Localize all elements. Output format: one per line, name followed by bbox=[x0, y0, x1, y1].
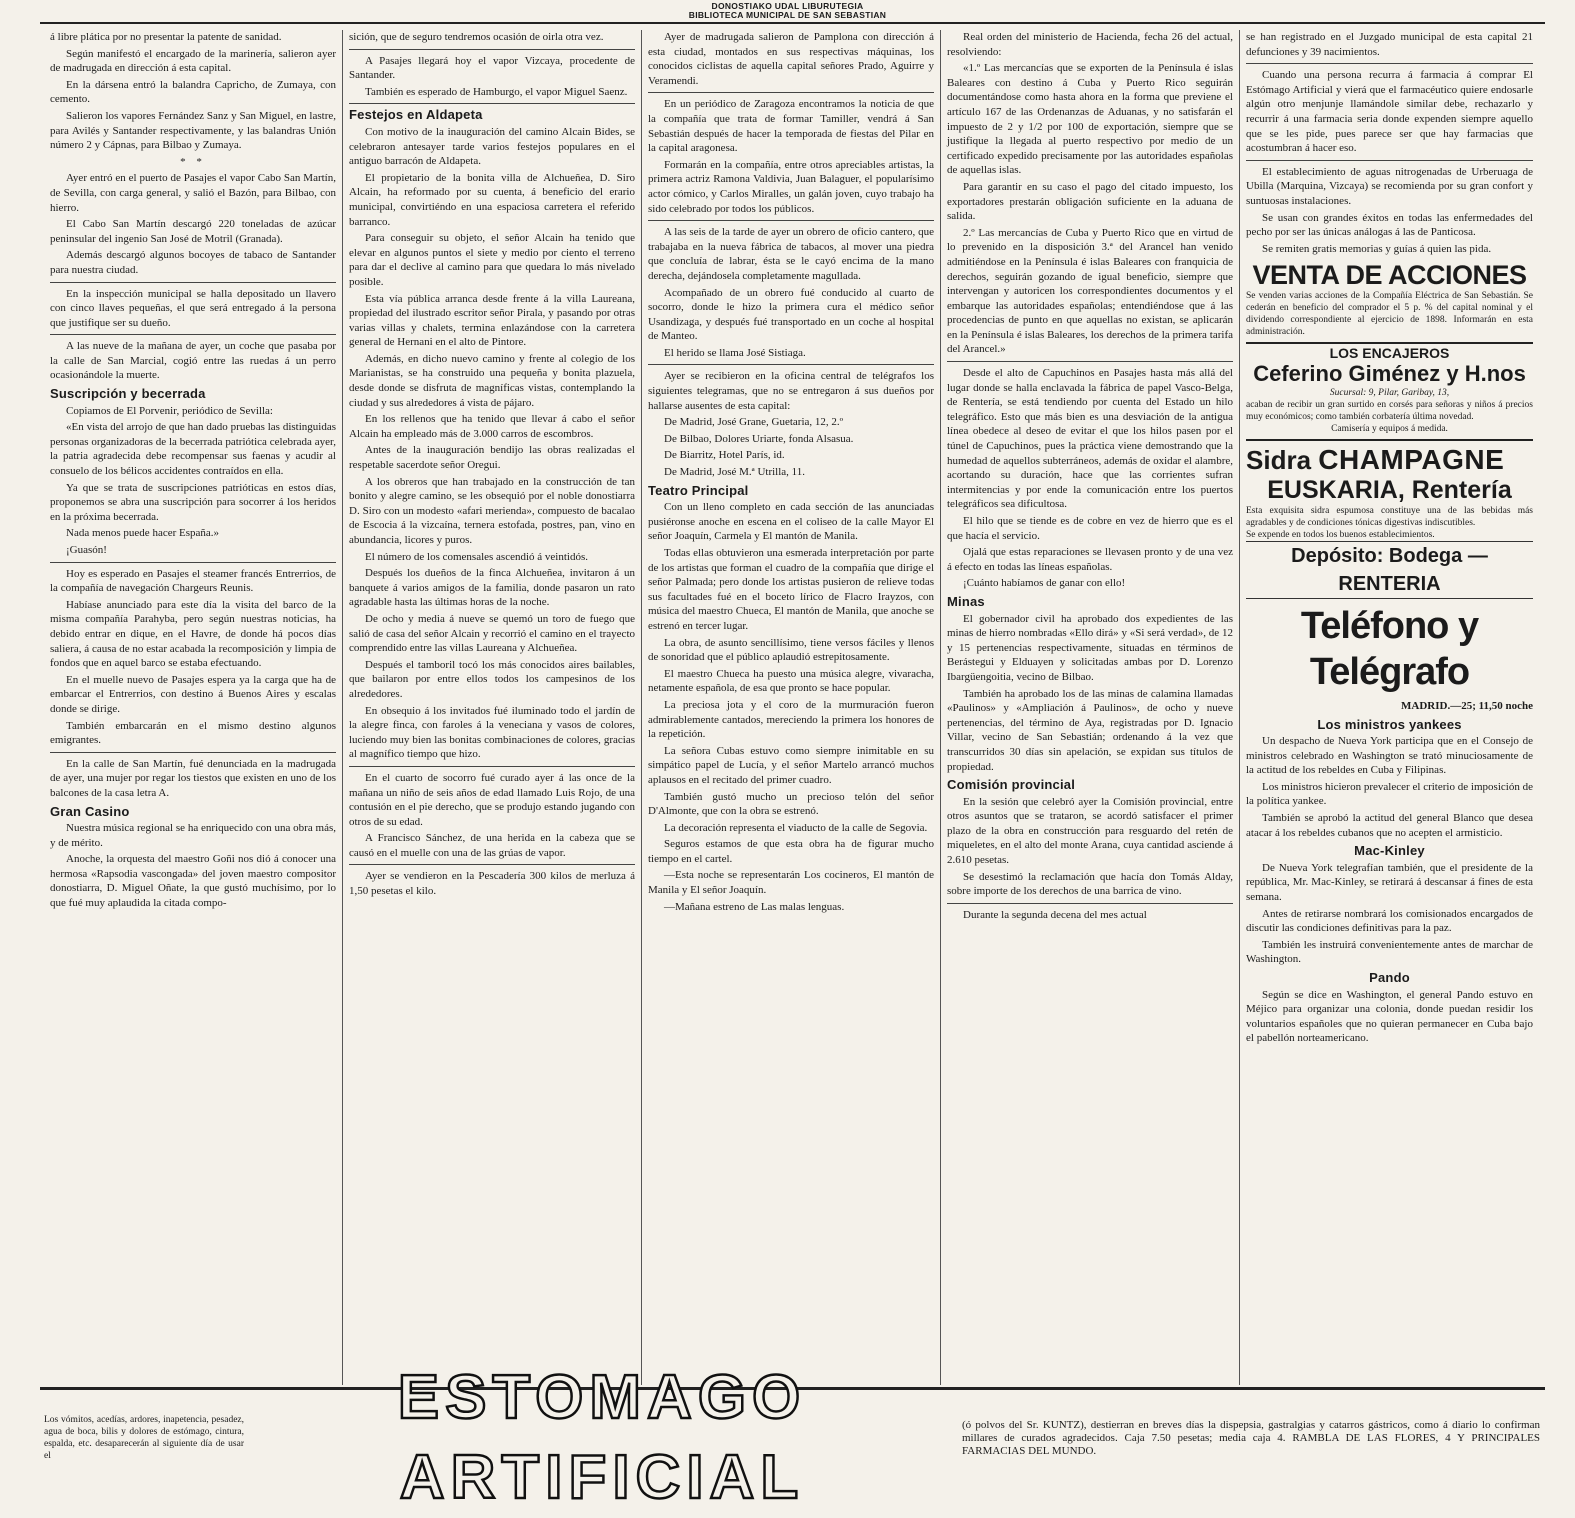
paragraph: Copiamos de El Porvenir, periódico de Sevilla: bbox=[66, 404, 273, 417]
paragraph: Salieron los vapores Fernández Sanz y San Miguel, en lastre, para Avilés y Santander respectivamente, y las balandras Unión número 2 y Cápnas, para Bilbao y Zumaya. bbox=[50, 109, 336, 152]
paragraph: Un despacho de Nueva York participa que en el Consejo de ministros celebrado en Washington se trató minuciosamente de la actitud de los rebeldes en Cuba y Filipinas. bbox=[1246, 735, 1533, 777]
ad-headline: VENTA DE ACCIONES bbox=[1252, 260, 1527, 291]
paragraph: Además descargó algunos bocoyes de tabaco de Santander para nuestra ciudad. bbox=[50, 249, 336, 276]
paragraph: Real orden del ministerio de Hacienda, fecha 26 del actual, resolviendo: bbox=[947, 31, 1233, 58]
divider bbox=[349, 864, 635, 865]
ad-title: ESTOMAGO ARTIFICIAL bbox=[397, 1363, 807, 1512]
section-heading: Pando bbox=[1369, 970, 1410, 985]
paragraph: La señora Cubas estuvo como siempre inimitable en su simpático papel de Lucía, y el señor Martelo arrancó muchos aplausos en el recitado del primer cuadro. bbox=[648, 744, 934, 786]
ad-right-text: (ó polvos del Sr. KUNTZ), destierran en breves días la dispepsia, gastralgias y catarros gástricos, como á diario lo confirman millares de curados agradecidos. Caja 7.50 pesetas; media caja 4. RAMBLA DE LAS FLORES, 4 Y PRINCIPALES FARMACIAS DEL MUNDO. bbox=[962, 1418, 1540, 1457]
divider bbox=[349, 103, 635, 104]
divider bbox=[50, 562, 336, 563]
paragraph: A Francisco Sánchez, de una herida en la cabeza que se causó en el muelle con una de las grúas de vapor. bbox=[349, 832, 635, 859]
paragraph: Ya que se trata de suscripciones patrióticas en estos días, proponemos se abra una suscripción para socorrer á los heridos en la próxima becerrada. bbox=[50, 481, 336, 523]
paragraph: La decoración representa el viaducto de la calle de Segovia. bbox=[664, 821, 928, 834]
section-heading: Minas bbox=[947, 593, 985, 609]
divider bbox=[1246, 160, 1533, 161]
paragraph: «En vista del arrojo de que han dado pruebas las distinguidas personas organizadoras de la becerrada patriótica celebrada ayer, la patria agradecida debe recompensar sus faenas y acudir al consuelo de los bélicos accidentes contraídos en ella. bbox=[50, 421, 336, 478]
column-1 bbox=[44, 30, 343, 1385]
paragraph: Seguros estamos de que esta obra ha de figurar mucho tiempo en el cartel. bbox=[648, 838, 934, 865]
paragraph: Anoche, la orquesta del maestro Goñi nos dió á conocer una hermosa «Rapsodia vascongada» del joven maestro compositor donostiarra, D. Miguel Oñate, la que gustó muchísimo, por lo que fué muy aplaudida la citada compo- bbox=[50, 853, 336, 910]
paragraph: Hoy es esperado en Pasajes el steamer francés Entrerrios, de la compañía de navegación Chargeurs Reunis. bbox=[50, 567, 336, 595]
section-heading: Teatro Principal bbox=[648, 482, 749, 498]
paragraph: La preciosa jota y el coro de la murmuración fueron admirablemente cantados, mereciendo la primera los honores de la repetición. bbox=[648, 698, 934, 741]
paragraph: También es esperado de Hamburgo, el vapor Miguel Saenz. bbox=[365, 85, 628, 98]
ad-brand: EUSKARIA, Rentería bbox=[1267, 475, 1512, 504]
telegram-item: De Madrid, José M.ª Utrilla, 11. bbox=[664, 466, 806, 479]
ad-word: Sidra bbox=[1246, 444, 1312, 475]
paragraph: El herido se llama José Sistiaga. bbox=[664, 346, 806, 359]
paragraph: Ayer se vendieron en la Pescadería 300 kilos de merluza á 1,50 pesetas el kilo. bbox=[349, 870, 635, 898]
paragraph: Se usan con grandes éxitos en todas las enfermedades del pecho por ser las únicas análogas á las de Panticosa. bbox=[1246, 211, 1533, 239]
divider bbox=[349, 766, 635, 767]
paragraph: Esta vía pública arranca desde frente á la villa Laureana, propiedad del ilustrado escritor señor Pirala, y pasando por otras varias villas y chalets, termina enlazándose con la carretera general de Hernani en el alto de Pintore. bbox=[349, 292, 635, 349]
section-banner-telefono: Teléfono y Telégrafo bbox=[1300, 604, 1479, 693]
section-heading: Festejos en Aldapeta bbox=[349, 107, 483, 123]
paragraph: Para garantir en su caso el pago del citado impuesto, los exportadores prestarán obligación suficiente en la aduana de salida. bbox=[947, 180, 1233, 223]
divider bbox=[50, 282, 336, 283]
ad-text: Camisería y equipos á medida. bbox=[1331, 423, 1448, 434]
paragraph: Ayer entró en el puerto de Pasajes el vapor Cabo San Martín, de Sevilla, con carga general, y salió el Bazón, para Bilbao, con hierro. bbox=[50, 172, 336, 214]
divider bbox=[1246, 63, 1533, 64]
ad-text: Se expende en todos los buenos establecimientos. bbox=[1246, 529, 1435, 540]
ad-encajeros bbox=[1246, 342, 1533, 435]
paragraph: Después los dueños de la finca Alchueñea, invitaron á un banquete á varios amigos de la familia, donde pasaron un rato agradable hasta las últimas horas de la noche. bbox=[349, 567, 635, 609]
paragraph: También ha aprobado los de las minas de calamina llamadas «Paulinos» y «Ampliación á Paulinos», de ocho y nueve pertenencias, del término de Aya, registradas por D. Ignacio Villar, vecino de San Sebastián; ordenando á la vez que transcurridos 30 días sin apelación, se expidan sus títulos de propiedad. bbox=[947, 687, 1233, 773]
paragraph: ¡Guasón! bbox=[66, 544, 107, 556]
paragraph: A los obreros que han trabajado en la construcción de tan bonito y alegre camino, se les obsequió por el noble donostiarra D. Siro con un modesto «afari merienda», compuesto de bacalao de Escocia á la vizcaína, ternera estofada, postres, pan, vino en abundancia, licores y puros. bbox=[349, 475, 635, 546]
paragraph: En el cuarto de socorro fué curado ayer á las once de la mañana un niño de seis años de edad llamado Luis Rojo, de una contusión en el pie derecho, que se produjo estando jugando con otros de su edad. bbox=[349, 771, 635, 828]
paragraph: Desde el alto de Capuchinos en Pasajes hasta más allá del lugar donde se halla enclavada la fábrica de papel Vasco-Belga, de Rentería, se está tendiendo por cuenta del Estado un hilo telegráfico. Esto que más bien es una desviación de la antigua línea obedece al deseo de evitar el que los hilos pasen por el túnel de Capuchinos, pues la práctica viene demostrando que la humedad de aquellos subterráneos, además de oxidar el alambre, acortando su duración, hace que las corrientes sufran intermitencias y por ende la comunicación entre los puertos telegráficos sea dificultosa. bbox=[947, 367, 1233, 511]
paragraph: También se aprobó la actitud del general Blanco que desea atacar á los rebeldes cubanos que no acepten el armisticio. bbox=[1246, 812, 1533, 839]
column-3 bbox=[642, 30, 941, 1385]
paragraph: Acompañado de un obrero fué conducido al cuarto de socorro, donde le hizo la primera cura el médico señor Usandizaga, y después fué transportado en un coche al hospital de Manteo. bbox=[648, 286, 934, 343]
paragraph: Nuestra música regional se ha enriquecido con una obra más, y de mérito. bbox=[50, 822, 336, 849]
section-heading: Los ministros yankees bbox=[1317, 716, 1462, 732]
paragraph: Cuando una persona recurra á farmacia á comprar El Estómago Artificial y vierá que el farmacéutico quiere endosarle algún otro menjunje llamándole similar debe, rechazarlo y recurrir á una farmacia seria donde expenden siempre aquello que se les pide, pues parece ser que hay farmacias que acostumbran á hacer eso. bbox=[1246, 69, 1533, 155]
paragraph: En el muelle nuevo de Pasajes espera ya la carga que ha de embarcar el Entrerrios, con destino á Buenos Aires y escalas donde se dirige. bbox=[50, 673, 336, 715]
paragraph: El establecimiento de aguas nitrogenadas de Urberuaga de Ubilla (Marquina, Vizcaya) se recomienda por su gran confort y suntuosas instalaciones. bbox=[1246, 165, 1533, 207]
paragraph: A Pasajes llegará hoy el vapor Vizcaya, procedente de Santander. bbox=[349, 54, 635, 82]
paragraph: De Nueva York telegrafían también, que el presidente de la república, Mr. Mac-Kinley, se retirará á descansar á fines de esta semana. bbox=[1246, 861, 1533, 904]
divider bbox=[50, 334, 336, 335]
paragraph: Después el tamboril tocó los más conocidos aires bailables, que bailaron por entre ellos todos los campesinos de los alrededores. bbox=[349, 658, 635, 700]
paragraph: Antes de la inauguración bendijo las obras realizadas el respetable sacerdote señor Oregui. bbox=[349, 444, 635, 472]
paragraph: El número de los comensales ascendió á veintidós. bbox=[365, 550, 588, 563]
paragraph: Según se dice en Washington, el general Pando estuvo en Méjico para organizar una colonia, donde puedan residir los voluntarios españoles que no quieran permanecer en Cuba bajo el pabellón norteamericano. bbox=[1246, 988, 1533, 1045]
paragraph: El Cabo San Martín descargó 220 toneladas de azúcar peninsular del ingenio San José de Motril (Granada). bbox=[50, 218, 336, 245]
paragraph: Antes de retirarse nombrará los comisionados encargados de discutir las condiciones definitivas para la paz. bbox=[1246, 907, 1533, 935]
paragraph: También embarcarán en el mismo destino algunos emigrantes. bbox=[50, 719, 336, 747]
paragraph: Para conseguir su objeto, el señor Alcain ha tenido que elevar en algunos puntos el siete y medio por ciento el terreno para dar el declive al camino para que quedara lo más nivelado posible. bbox=[349, 232, 635, 288]
section-heading: Comisión provincial bbox=[947, 777, 1076, 793]
separator-stars: * * bbox=[180, 155, 206, 168]
paragraph: Nada menos puede hacer España.» bbox=[66, 527, 220, 540]
divider bbox=[947, 903, 1233, 904]
paragraph: Se desestimó la reclamación que hacía don Tomás Alday, sobre importe de los derechos de una barrica de vino. bbox=[947, 870, 1233, 898]
telegram-item: De Biarritz, Hotel París, id. bbox=[664, 449, 785, 462]
paragraph: 2.º Las mercancías de Cuba y Puerto Rico que en virtud de lo prevenido en la disposición 3.ª del Arancel han venido admitiéndose en la Península é islas Baleares con franquicia de derechos, seguirán gozando de igual beneficio, siempre que intervengan y autoricen los correspondientes documentos y el embarque las autoridades españolas; entendiéndose que á las procedencias de punto en que aquellas no existan, se aplicarán en la Península é islas Baleares, los derechos de la primera tarifa del Arancel.» bbox=[947, 226, 1233, 356]
paragraph: Habíase anunciado para este día la visita del barco de la misma compañía Parahyba, pero según nuestras noticias, ha debido entrar en dique, en el Havre, de donde há pocos días saliera, á causa de no estar acabada la recomposición y limpia de fondos que en aquel barco se estaba efectuando. bbox=[50, 598, 336, 670]
paragraph: El hilo que se tiende es de cobre en vez de hierro que es el que hacía el servicio. bbox=[947, 515, 1233, 542]
divider bbox=[947, 361, 1233, 362]
masthead-line2: BIBLIOTECA MUNICIPAL DE SAN SEBASTIAN bbox=[688, 10, 887, 20]
masthead-line1: DONOSTIAKO UDAL LIBURUTEGIA bbox=[711, 1, 864, 11]
paragraph: También gustó mucho un precioso telón del señor D'Almonte, que con la obra se estrenó. bbox=[648, 790, 934, 818]
divider bbox=[50, 752, 336, 753]
paragraph: Ojalá que estas reparaciones se llevasen pronto y de una vez á efecto en todas las líneas españolas. bbox=[947, 546, 1233, 573]
paragraph: En obsequio á los invitados fué iluminado todo el jardín de la alegre finca, con faroles á la veneciana y vasos de colores, luciendo muy bien las bonitas combinaciones de colores, gracias al magnífico tiempo que hizo. bbox=[349, 704, 635, 761]
paragraph: Ayer se recibieron en la oficina central de telégrafos los siguientes telegramas, que no se entregaron á sus dueños por hallarse ausentes de esta capital: bbox=[648, 370, 934, 412]
dateline: MADRID.—25; 11,50 noche bbox=[1401, 699, 1533, 712]
ad-brand: Ceferino Giménez y H.nos bbox=[1253, 360, 1526, 386]
ad-text: Se venden varias acciones de la Compañía Eléctrica de San Sebastián. Se cederán en beneficio del comprador el 5 p. % del capital nominal y el dividendo correspondiente al ejercicio de 1898. Informarán en esta administración. bbox=[1246, 291, 1533, 338]
paragraph: Todas ellas obtuvieron una esmerada interpretación por parte de los artistas que forman el cuadro de la compañía que dirige el señor Palmada; pero donde los artistas pusieron de relieve todas sus facultades fué en el boceto lírico de Flacro Irayzos, con música del maestro Chueca, El mantón de Manila, que anoche se estrenó en tercer lugar. bbox=[648, 547, 934, 632]
masthead bbox=[0, 2, 1575, 20]
ad-text: acaban de recibir un gran surtido en corsés para señoras y niños á precios muy económicos; como también corbatería última novedad. bbox=[1246, 399, 1533, 422]
telegram-item: De Madrid, José Grane, Guetaria, 12, 2.º bbox=[664, 416, 844, 429]
section-heading: Mac-Kinley bbox=[1354, 843, 1425, 859]
telegram-item: De Bilbao, Dolores Uriarte, fonda Alsasua. bbox=[664, 432, 854, 445]
newspaper-columns bbox=[44, 30, 1540, 1385]
paragraph: El maestro Chueca ha puesto una música alegre, vivaracha, netamente española, de esa que pronto se hace popular. bbox=[648, 667, 934, 695]
divider bbox=[349, 49, 635, 50]
paragraph: Según manifestó el encargado de la marinería, salieron ayer de madrugada en dirección á esta capital. bbox=[50, 47, 336, 75]
paragraph: La obra, de asunto sencillísimo, tiene versos fáciles y llenos de sonoridad que el público aplaudió estrepitosamente. bbox=[648, 636, 934, 664]
paragraph: Además, en dicho nuevo camino y frente al colegio de los Marianistas, se ha construido una pequeña y bonita plazuela, desde donde se disfruta de magníficas vistas, contemplando la ciudad y sus alrededores á vista de pájaro. bbox=[349, 352, 635, 409]
section-heading: Gran Casino bbox=[50, 803, 130, 819]
ad-headline bbox=[1246, 439, 1533, 475]
ad-venta-acciones bbox=[1246, 260, 1533, 338]
paragraph: En la sesión que celebró ayer la Comisión provincial, entre otros asuntos que se trataron, se acordó satisfacer el primer plazo de la obra en construcción para resguardo del retén de miqueletes, en el alto del monte Arana, cuya cantidad asciende á 2.610 pesetas. bbox=[947, 795, 1233, 867]
paragraph: Ayer de madrugada salieron de Pamplona con dirección á esta ciudad, montados en sus respectivas máquinas, los conocidos ciclistas de aquella capital señores Prado, Aguirre y Veramendi. bbox=[648, 31, 934, 87]
ad-estomago-artificial bbox=[44, 1363, 1540, 1512]
paragraph: En la inspección municipal se halla depositado un llavero con cinco llaves pequeñas, el que será entregado á la persona que justifique ser su dueño. bbox=[50, 287, 336, 329]
column-5 bbox=[1240, 30, 1539, 1385]
ad-word: CHAMPAGNE bbox=[1318, 443, 1505, 475]
section-heading: Suscripción y becerrada bbox=[50, 386, 206, 402]
paragraph: De ocho y media á nueve se quemó un toro de fuego que salió de casa del señor Alcain y recorrió el camino en el trayecto comprendido entre las villas Laureana y Alchueñea. bbox=[349, 612, 635, 655]
paragraph: A las nueve de la mañana de ayer, un coche que pasaba por la calle de San Marcial, cogió entre las ruedas á un perro ocasionándole la muerte. bbox=[50, 340, 336, 382]
paragraph: En la calle de San Martín, fué denunciada en la madrugada de ayer, una mujer por regar los tiestos que existen en uno de los balcones de la casa letra A. bbox=[50, 757, 336, 799]
divider bbox=[648, 364, 934, 365]
ad-sidra bbox=[1246, 439, 1533, 599]
paragraph: ¡Cuánto habíamos de ganar con ello! bbox=[963, 577, 1126, 590]
ad-headline: LOS ENCAJEROS bbox=[1246, 342, 1533, 361]
ad-depot: Depósito: Bodega — RENTERIA bbox=[1246, 541, 1533, 599]
paragraph: En un periódico de Zaragoza encontramos la noticia de que la compañía que trata de formar Tamiller, vendrá á San Sebastián después de hacer la temporada de fiestas del Pilar en la capital aragonesa. bbox=[648, 98, 934, 155]
ad-text: Esta exquisita sidra espumosa constituye una de las bebidas más agradables y de condiciones tónicas digestivas indiscutibles. bbox=[1246, 505, 1533, 528]
paragraph: se han registrado en el Juzgado municipal de esta capital 21 defunciones y 39 nacimientos. bbox=[1246, 31, 1533, 58]
paragraph: Los ministros hicieron prevalecer el criterio de imposición de la política yankee. bbox=[1246, 780, 1533, 808]
ad-left-text: Los vómitos, acedías, ardores, inapetencia, pesadez, agua de boca, bilis y dolores de estómago, cintura, espalda, etc. desaparecerán al siguiente día de usar el bbox=[44, 1415, 244, 1461]
ad-address: Sucursal: 9, Pilar, Garibay, 13, bbox=[1329, 387, 1450, 398]
column-4 bbox=[941, 30, 1240, 1385]
paragraph: Formarán en la compañía, entre otros apreciables artistas, la primera actriz Ramona Valdivia, Juan Balaguer, el popularísimo actor cómico, y Carlos Miralles, un galán joven, cuyo trabajo ha sido celebrado por todos los públicos. bbox=[648, 158, 934, 215]
paragraph: El propietario de la bonita villa de Alchueñea, D. Siro Alcain, ha reformado por su cuenta, á beneficio del erario municipal, convirtiéndo en una espaciosa carretera el referido barranco. bbox=[349, 171, 635, 228]
divider bbox=[648, 220, 934, 221]
paragraph: —Mañana estreno de Las malas lenguas. bbox=[664, 900, 845, 913]
paragraph: Con un lleno completo en cada sección de las anunciadas pusiéronse anoche en escena en el coliseo de la calle Mayor El señor Joaquín, Carmela y El mantón de Manila. bbox=[648, 501, 934, 543]
top-rule bbox=[40, 22, 1545, 24]
paragraph: En la dársena entró la balandra Capricho, de Zumaya, con cemento. bbox=[50, 78, 336, 106]
divider bbox=[648, 92, 934, 93]
paragraph: sición, que de seguro tendremos ocasión de oirla otra vez. bbox=[349, 31, 604, 43]
paragraph: Se remiten gratis memorias y guías á quien las pida. bbox=[1262, 242, 1492, 255]
paragraph: En los rellenos que ha tenido que llevar á cabo el señor Alcain ha empleado más de 3.000 carros de escombros. bbox=[349, 413, 635, 440]
paragraph: á libre plática por no presentar la patente de sanidad. bbox=[50, 31, 282, 43]
paragraph: A las seis de la tarde de ayer un obrero de oficio cantero, que trabajaba en la nueva fábrica de tabacos, al mover una piedra que concluía de labrar, ésta se le cayó encima de la mano derecha, dejándosela completamente magullada. bbox=[648, 226, 934, 282]
paragraph: Con motivo de la inauguración del camino Alcain Bides, se celebraron antesayer tarde varios festejos populares en el antiguo barracón de Aldapeta. bbox=[349, 125, 635, 168]
paragraph: —Esta noche se representarán Los cocineros, El mantón de Manila y El señor Joaquín. bbox=[648, 869, 934, 897]
paragraph: Durante la segunda decena del mes actual bbox=[963, 908, 1147, 921]
column-2 bbox=[343, 30, 642, 1385]
paragraph: «1.º Las mercancías que se exporten de la Península é islas Baleares con destino á Cuba y Puerto Rico seguirán documentándose como hasta ahora en la forma que previene el artículo 167 de las Ordenanzas de Aduanas, y no satisfarán el impuesto de 2 y 1/2 por 100 de exportación, siempre que se justifique la llegada al puerto respectivo por medio de un certificado expedido precisamente por las autoridades españolas de aquellas islas. bbox=[947, 62, 1233, 177]
paragraph: También les instruirá convenientemente antes de marchar de Washington. bbox=[1246, 938, 1533, 966]
paragraph: El gobernador civil ha aprobado dos expedientes de las minas de hierro nombradas «Ello dirá» y «Si será verdad», de 12 y 15 pertenencias respectivamente, situadas en términos de Berástegui y Elduayen y solicitadas ambas por D. Lorenzo Ibargüengoitia, vecino de Bilbao. bbox=[947, 612, 1233, 683]
